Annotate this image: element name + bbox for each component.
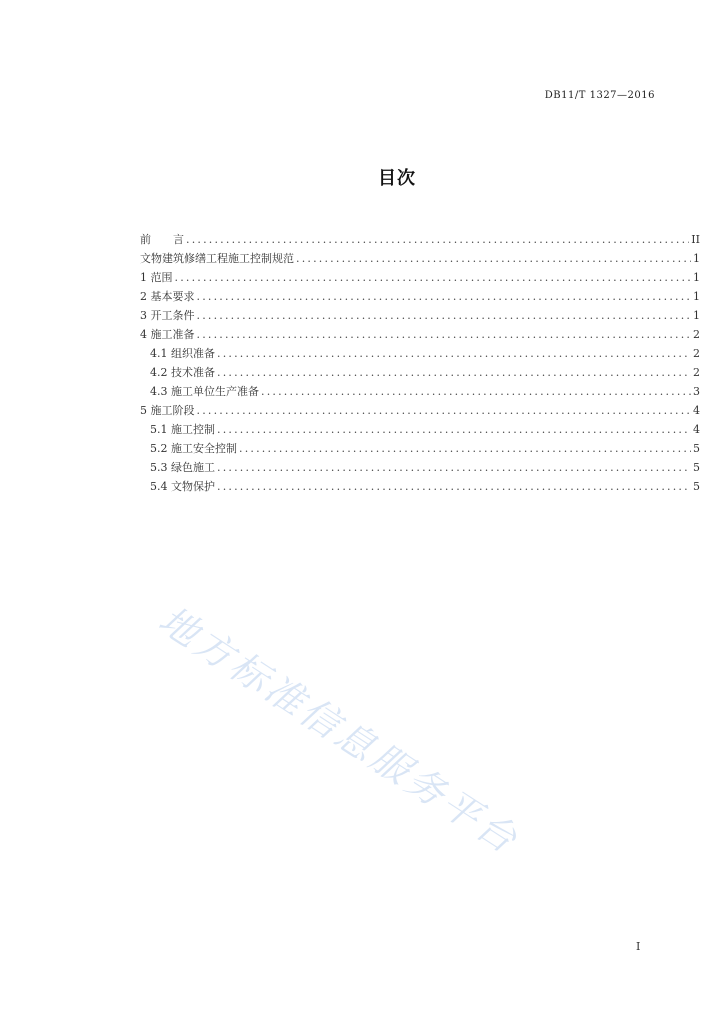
toc-entry-label: 5.1 施工控制: [150, 423, 215, 436]
toc-entry-label: 5.2 施工安全控制: [150, 442, 237, 455]
toc-leader-dots: [296, 249, 691, 268]
toc-entry-label: 5.3 绿色施工: [150, 461, 215, 474]
toc-leader-dots: [217, 420, 691, 439]
toc-entry-label: 4.3 施工单位生产准备: [150, 385, 259, 398]
toc-entry-3[interactable]: [140, 306, 700, 325]
toc-entry-page: 1: [693, 290, 700, 303]
toc-entry-label: 5 施工阶段: [140, 404, 195, 417]
watermark: 地方标准信息服务平台: [151, 597, 528, 864]
page-number: I: [636, 940, 641, 953]
document-code: DB11/T 1327—2016: [544, 90, 655, 101]
toc-entry-page: 2: [693, 366, 700, 379]
toc-entry-page: 1: [693, 252, 700, 265]
toc-entry-page: 5: [693, 461, 700, 474]
toc-leader-dots: [217, 477, 691, 496]
toc-entry-label: 4 施工准备: [140, 328, 195, 341]
toc-leader-dots: [175, 268, 692, 287]
toc-entry-page: 3: [693, 385, 700, 398]
toc-entry-5-1[interactable]: [140, 420, 700, 439]
page-title: 目次: [378, 168, 416, 189]
toc-leader-dots: [186, 230, 689, 249]
toc-entry-page: 5: [693, 480, 700, 493]
toc-entry-page: II: [691, 233, 700, 246]
toc-entry-5-4[interactable]: [140, 477, 700, 496]
toc-entry-1[interactable]: [140, 268, 700, 287]
toc-entry-4-2[interactable]: [140, 363, 700, 382]
toc-leader-dots: [197, 287, 692, 306]
toc-entry-5-2[interactable]: [140, 439, 700, 458]
table-of-contents: [140, 230, 700, 496]
toc-leader-dots: [217, 363, 691, 382]
toc-entry-5[interactable]: [140, 401, 700, 420]
toc-entry-4-1[interactable]: [140, 344, 700, 363]
toc-leader-dots: [217, 344, 691, 363]
toc-entry-page: 5: [693, 442, 700, 455]
toc-entry-label: 文物建筑修缮工程施工控制规范: [140, 252, 294, 265]
toc-entry-2[interactable]: [140, 287, 700, 306]
toc-entry-standard-title[interactable]: [140, 249, 700, 268]
toc-entry-page: 2: [693, 347, 700, 360]
toc-leader-dots: [261, 382, 691, 401]
toc-entry-5-3[interactable]: [140, 458, 700, 477]
toc-entry-page: 1: [693, 309, 700, 322]
toc-entry-label: 1 范围: [140, 271, 173, 284]
toc-leader-dots: [217, 458, 691, 477]
toc-entry-label: 4.2 技术准备: [150, 366, 215, 379]
toc-leader-dots: [197, 306, 692, 325]
toc-entry-label: 2 基本要求: [140, 290, 195, 303]
toc-entry-page: 2: [693, 328, 700, 341]
toc-entry-label: 3 开工条件: [140, 309, 195, 322]
toc-leader-dots: [197, 401, 692, 420]
toc-entry-page: 4: [693, 423, 700, 436]
toc-entry-label: 前 言: [140, 233, 184, 246]
toc-entry-page: 1: [693, 271, 700, 284]
toc-entry-4[interactable]: [140, 325, 700, 344]
toc-entry-page: 4: [693, 404, 700, 417]
toc-leader-dots: [197, 325, 692, 344]
toc-entry-label: 5.4 文物保护: [150, 480, 215, 493]
toc-entry-4-3[interactable]: [140, 382, 700, 401]
toc-entry-label: 4.1 组织准备: [150, 347, 215, 360]
toc-entry-foreword[interactable]: [140, 230, 700, 249]
toc-leader-dots: [239, 439, 691, 458]
